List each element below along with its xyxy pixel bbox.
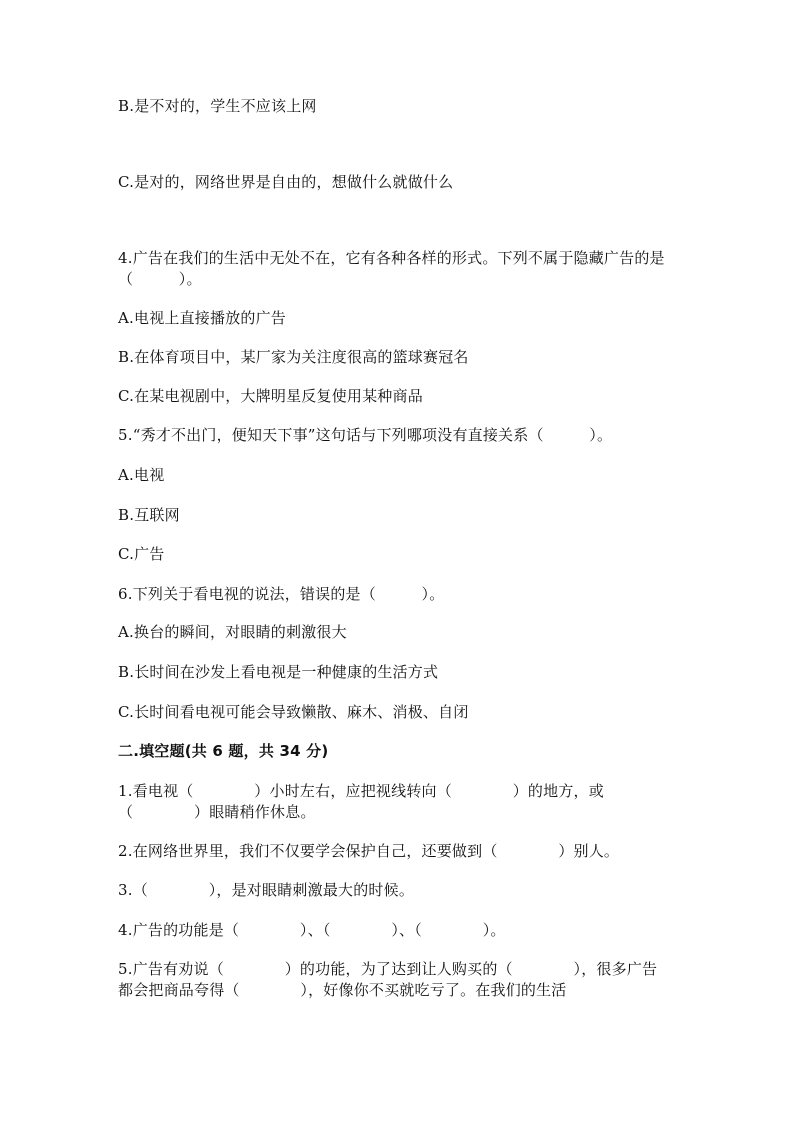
fill-q2: 2.在网络世界里，我们不仅要学会保护自己，还要做到（ ）别人。 bbox=[118, 842, 620, 860]
q4-option-c: C.在某电视剧中，大牌明星反复使用某种商品 bbox=[118, 387, 423, 405]
q3-option-b: B.是不对的，学生不应该上网 bbox=[118, 97, 317, 115]
q6-stem: 6.下列关于看电视的说法，错误的是（ ）。 bbox=[118, 585, 445, 603]
q6-option-a: A.换台的瞬间，对眼睛的刺激很大 bbox=[118, 623, 347, 641]
q4-stem: 4.广告在我们的生活中无处不在，它有各种各样的形式。下列不属于隐藏广告的是（ ）。 bbox=[118, 249, 665, 288]
section-2-title: 二.填空题(共 6 题，共 34 分) bbox=[118, 742, 329, 760]
q4-option-b: B.在体育项目中，某厂家为关注度很高的篮球赛冠名 bbox=[118, 348, 469, 366]
fill-q4: 4.广告的功能是（ ）、（ ）、（ ）。 bbox=[118, 921, 506, 939]
q5-option-a: A.电视 bbox=[118, 466, 165, 484]
q3-option-c: C.是对的，网络世界是自由的，想做什么就做什么 bbox=[118, 173, 454, 191]
q5-option-b: B.互联网 bbox=[118, 506, 180, 524]
q6-option-b: B.长时间在沙发上看电视是一种健康的生活方式 bbox=[118, 663, 439, 681]
fill-q1: 1.看电视（ ）小时左右，应把视线转向（ ）的地方，或（ ）眼睛稍作休息。 bbox=[118, 782, 604, 821]
q6-option-c: C.长时间看电视可能会导致懒散、麻木、消极、自闭 bbox=[118, 703, 469, 721]
q5-option-c: C.广告 bbox=[118, 545, 165, 563]
q4-option-a: A.电视上直接播放的广告 bbox=[118, 309, 287, 327]
q5-stem: 5.“秀才不出门，便知天下事”这句话与下列哪项没有直接关系（ ）。 bbox=[118, 426, 613, 444]
fill-q5: 5.广告有劝说（ ）的功能，为了达到让人购买的（ ），很多广告都会把商品夸得（ ），好像你不买就吃亏了。在我们的生活 bbox=[118, 960, 658, 999]
fill-q3: 3.（ ），是对眼睛刺激最大的时候。 bbox=[118, 881, 415, 899]
